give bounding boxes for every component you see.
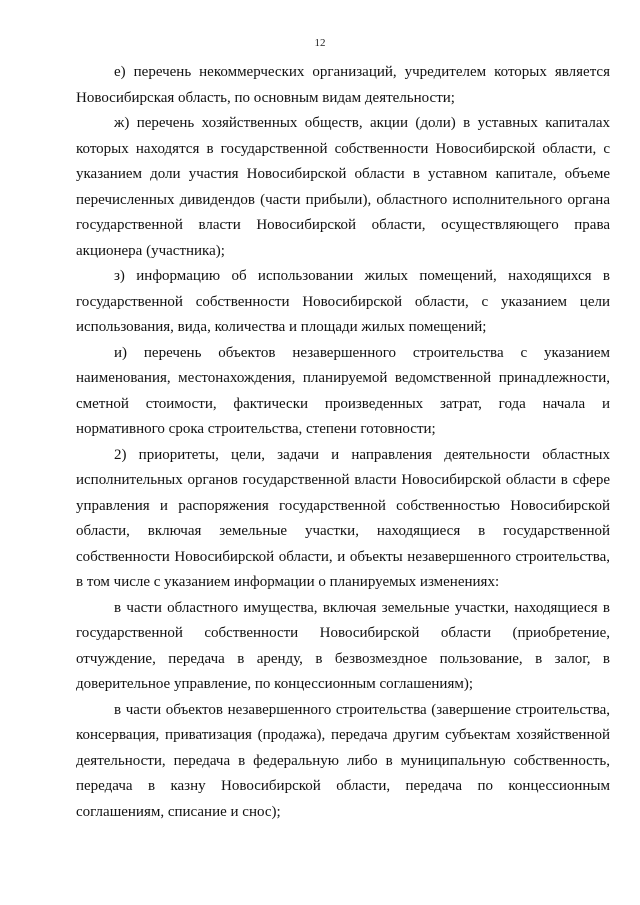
paragraph-unfinished-objects: в части объектов незавершенного строительства (завершение строительства, консервация, приватизация (продажа), передача другим субъектам хозяйственной деятельности, передача в федеральную либо в муниципальную собственность, передача в казну Новосибирской области, передача по концессионным соглашениям, списание и снос); (76, 701, 610, 820)
paragraph-regional-property: в части областного имущества, включая земельные участки, находящиеся в государственной собственности Новосибирской области (приобретение, отчуждение, передача в аренду, в безвозмездное пользование, в залог, в доверительное управление, по концессионным соглашениям); (76, 599, 610, 692)
page-number: 12 (314, 37, 326, 49)
paragraph-2-priorities: 2) приоритеты, цели, задачи и направления деятельности областных исполнительных органов государственной власти Новосибирской области в сфере управления и распоряжения государственной собственностью Новосибирской области, включая земельные участки, находящиеся в государственной собственности Новосибирской области, и объекты незавершенного строительства, в том числе с указанием информации о планируемых изменениях: (76, 446, 610, 590)
document-body (76, 60, 610, 825)
paragraph-zh-business-companies: ж) перечень хозяйственных обществ, акции (доли) в уставных капиталах которых находятся в государственной собственности Новосибирской области, с указанием доли участия Новосибирской области в уставном капитале, объеме перечисленных дивидендов (части прибыли), областного исполнительного органа государственной власти Новосибирской области, осуществляющего права акционера (участника); (76, 115, 610, 259)
paragraph-e-nonprofits: е) перечень некоммерческих организаций, учредителем которых является Новосибирская область, по основным видам деятельности; (76, 64, 610, 106)
paragraph-z-residential-premises: з) информацию об использовании жилых помещений, находящихся в государственной собственности Новосибирской области, с указанием цели использования, вида, количества и площади жилых помещений; (76, 268, 610, 335)
paragraph-i-unfinished-construction: и) перечень объектов незавершенного строительства с указанием наименования, местонахождения, планируемой ведомственной принадлежности, сметной стоимости, фактически произведенных затрат, года начала и нормативного срока строительства, степени готовности; (76, 344, 610, 437)
